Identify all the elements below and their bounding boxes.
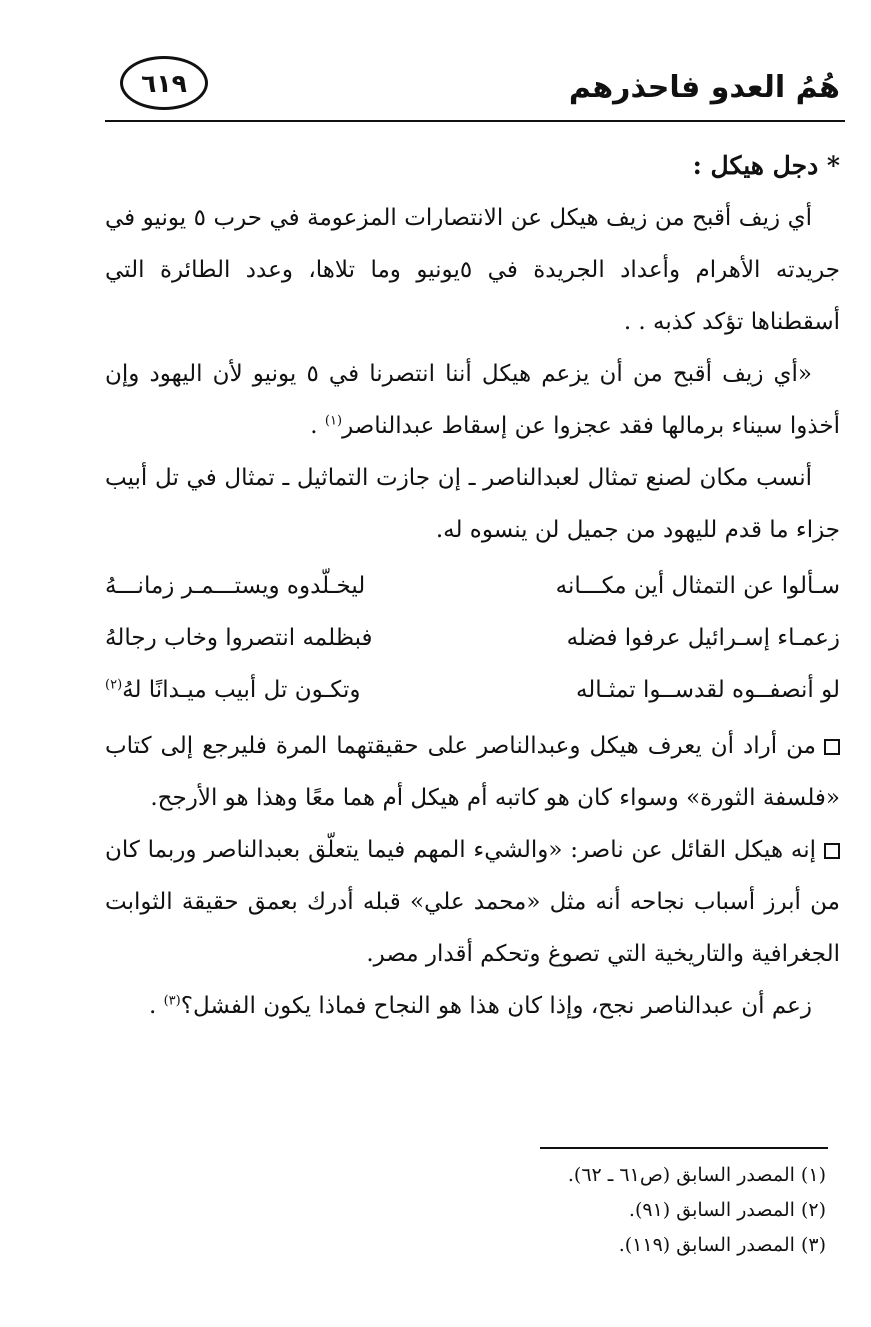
- poem-hemistich-first: زعمـاء إسـرائيل عرفوا فضله: [566, 625, 840, 651]
- footnote: (٣) المصدر السابق (١١٩).: [618, 1234, 826, 1256]
- footnote-divider: [540, 1147, 828, 1149]
- footnotes: [406, 1158, 826, 1263]
- poem-hemistich-first: لو أنصفــوه لقدســوا تمثـاله: [575, 677, 840, 703]
- running-title: هُمُ العدو فاحذرهم: [568, 70, 840, 105]
- section-heading: [105, 140, 840, 192]
- paragraph-4-text: من أراد أن يعرف هيكل وعبدالناصر على حقيقتهما المرة فليرجع إلى كتاب «فلسفة الثورة» وسواء كان هو كاتبه أم هيكل أم هما معًا وهذا هو الأرجح.: [105, 733, 840, 811]
- poem-hemistich-second: ليخـلّدوه ويستـــمـر زمانـــهُ: [105, 573, 366, 599]
- paragraph-3: أنسب مكان لصنع تمثال لعبدالناصر ـ إن جازت التماثيل ـ تمثال في تل أبيب جزاء ما قدم لليهود من جميل لن ينسوه له.: [105, 465, 840, 543]
- paragraph-6-end: .: [148, 993, 164, 1019]
- footnote: (٢) المصدر السابق (٩١).: [628, 1199, 826, 1221]
- paragraph-5: [105, 824, 840, 980]
- poem-verse: [105, 664, 840, 716]
- poem-hemistich-second: [105, 664, 450, 716]
- paragraph-6: [105, 980, 840, 1032]
- paragraph-2-end: .: [310, 413, 325, 439]
- poem-verse: [105, 560, 840, 612]
- poem: [105, 560, 840, 716]
- paragraph-2-text: «أي زيف أقبح من أن يزعم هيكل أننا انتصرنا في ٥ يونيو لأن اليهود وإن أخذوا سيناء برمالها فقد عجزوا عن إسقاط عبدالناصر: [105, 361, 840, 439]
- page-number: ٦١٩: [120, 56, 208, 110]
- header-divider: [105, 120, 845, 122]
- page-header: [105, 50, 845, 112]
- square-bullet-icon: [824, 739, 840, 755]
- poem-hemistich-second: فبظلمه انتصروا وخاب رجالهُ: [105, 625, 373, 651]
- paragraph-2: [105, 348, 840, 452]
- paragraph-1: أي زيف أقبح من زيف هيكل عن الانتصارات المزعومة في حرب ٥ يونيو في جريدته الأهرام وأعداد الجريدة في ٥يونيو وما تلاها، وعدد الطائرة التي أسقطناها تؤكد كذبه . .: [105, 205, 840, 335]
- star-marker: *: [826, 151, 840, 180]
- footnote-ref-3: (٣): [163, 993, 181, 1009]
- poem-hemistich-first: سـألوا عن التمثال أين مكـــانه: [555, 573, 840, 599]
- paragraph-4: [105, 720, 840, 824]
- paragraph-5-text: إنه هيكل القائل عن ناصر: «والشيء المهم فيما يتعلّق بعبدالناصر وربما كان من أبرز أسباب نجاحه أنه مثل «محمد علي» قبله أدرك بعمق حقيقة الثوابت الجغرافية والتاريخية التي تصوغ وتحكم أقدار مصر.: [105, 837, 840, 967]
- footnote: (١) المصدر السابق (ص٦١ ـ ٦٢).: [567, 1164, 826, 1186]
- footnote-ref-2: (٢): [105, 677, 123, 693]
- poem-verse: [105, 612, 840, 664]
- section-heading-text: دجل هيكل :: [692, 151, 819, 180]
- square-bullet-icon: [824, 843, 840, 859]
- poem-hemistich-second-text: وتكـون تل أبيب ميـدانًا لهُ: [122, 677, 361, 703]
- footnote-ref-1: (١): [324, 413, 343, 429]
- main-content: [105, 140, 840, 1032]
- paragraph-6-text: زعم أن عبدالناصر نجح، وإذا كان هذا هو النجاح فماذا يكون الفشل؟: [180, 993, 812, 1019]
